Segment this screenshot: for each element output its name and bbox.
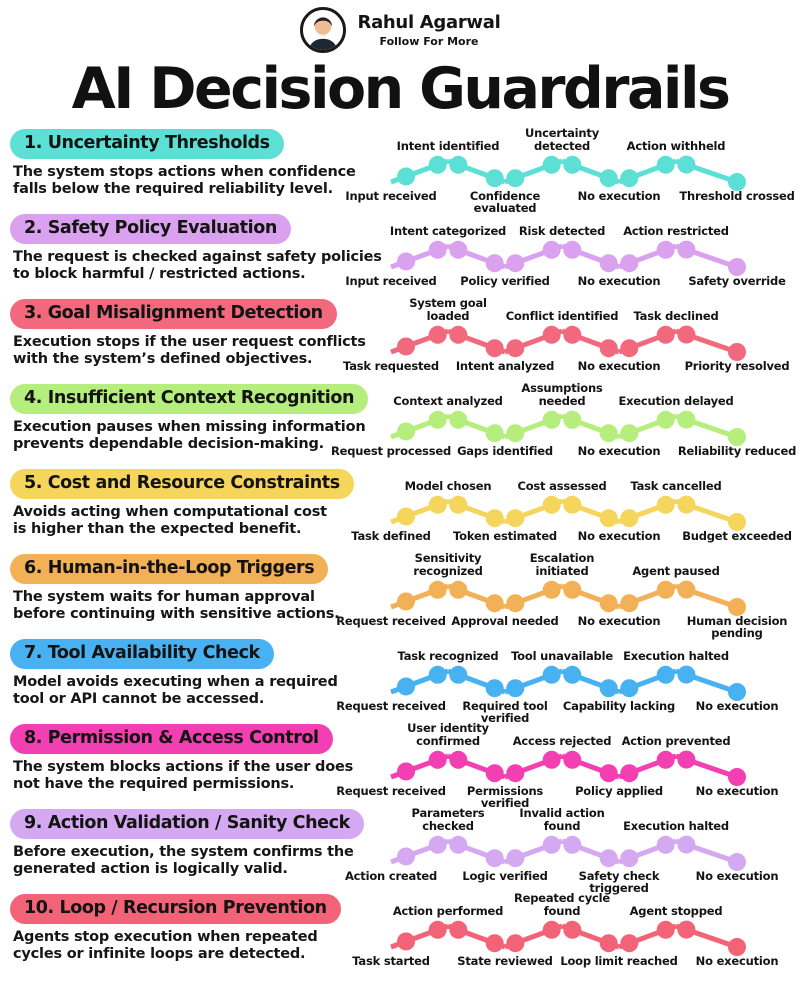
- flow-step-label: No execution: [695, 699, 779, 713]
- section-title-badge: 2. Safety Policy Evaluation: [10, 214, 291, 244]
- flow-diagram: [336, 721, 800, 811]
- flow-diagram: [345, 891, 800, 976]
- flow-step-label: No execution: [577, 274, 661, 288]
- flow-step-label: Loop limit reached: [560, 954, 678, 968]
- flow-step-label: Request received: [336, 784, 446, 798]
- flow-step-label: Parameters checked: [411, 806, 485, 833]
- avatar: [300, 7, 346, 53]
- flow-step-label: Request received: [336, 614, 446, 628]
- flow-step-label: Tool unavailable: [511, 648, 613, 663]
- flow-step-label: Priority resolved: [684, 359, 790, 373]
- section-title-badge: 7. Tool Availability Check: [10, 639, 274, 669]
- flow-step-label: Cost assessed: [517, 478, 607, 493]
- flow-step-label: Confidence evaluated: [469, 189, 541, 216]
- section-title-badge: 9. Action Validation / Sanity Check: [10, 809, 364, 839]
- flow-diagram: [345, 466, 800, 551]
- flow-step-label: Agent paused: [632, 563, 720, 578]
- flow-step-label: No execution: [577, 444, 661, 458]
- section-text-block: [10, 299, 392, 367]
- flow-step-label: No execution: [577, 359, 661, 373]
- flow-step-label: Task defined: [351, 529, 431, 543]
- flow-step-label: Agent stopped: [629, 903, 723, 918]
- guardrail-section: [0, 126, 800, 216]
- flow-diagram: [345, 211, 800, 296]
- flow-step-label: Intent identified: [396, 138, 500, 153]
- flow-diagram: [331, 381, 800, 466]
- flow-step-label: Intent analyzed: [455, 359, 555, 373]
- flow-diagram: [336, 551, 800, 641]
- description-line: The system stops actions when confidence: [13, 164, 356, 180]
- flow-step-label: Gaps identified: [457, 444, 553, 458]
- flow-step-label: Sensitivity recognized: [413, 551, 483, 578]
- flow-step-label: State reviewed: [457, 954, 553, 968]
- flow-step-label: Task declined: [633, 308, 719, 323]
- flow-step-label: Safety override: [688, 274, 786, 288]
- guardrail-section: [0, 636, 800, 726]
- flow-step-label: Request received: [336, 699, 446, 713]
- flow-step-label: Human decision pending: [686, 614, 788, 641]
- description-line: with the system’s defined objectives.: [13, 350, 313, 367]
- description-line: The system waits for human approval: [13, 589, 315, 605]
- guardrail-section: [0, 296, 800, 381]
- flow-step-label: Policy verified: [460, 274, 550, 288]
- section-text-block: [10, 639, 392, 707]
- guardrail-section: [0, 381, 800, 466]
- guardrail-section: [0, 891, 800, 976]
- section-title-badge: 4. Insufficient Context Recognition: [10, 384, 368, 414]
- description-line: The system blocks actions if the user does: [13, 759, 354, 775]
- section-text-block: [10, 554, 392, 622]
- flow-step-label: User identity confirmed: [407, 721, 489, 748]
- flow-step-label: Required tool verified: [462, 699, 548, 726]
- section-title-badge: 10. Loop / Recursion Prevention: [10, 894, 341, 924]
- description-line: Agents stop execution when repeated: [13, 929, 318, 945]
- section-title-badge: 3. Goal Misalignment Detection: [10, 299, 337, 329]
- flow-step-label: Conflict identified: [505, 308, 619, 323]
- flow-step-label: Context analyzed: [393, 393, 503, 408]
- section-text-block: [10, 809, 392, 877]
- flow-step-label: Uncertainty detected: [525, 126, 599, 153]
- description-line: prevents dependable decision-making.: [13, 435, 324, 452]
- flow-step-label: Action restricted: [623, 223, 729, 238]
- description-line: falls below the required reliability level.: [13, 180, 333, 197]
- profile-text: [358, 12, 501, 48]
- flow-step-label: Action created: [344, 869, 438, 883]
- description-line: tool or API cannot be accessed.: [13, 690, 265, 707]
- flow-step-label: Task cancelled: [630, 478, 722, 493]
- description-line: cycles or infinite loops are detected.: [13, 945, 306, 962]
- section-text-block: [10, 129, 392, 197]
- flow-step-label: Task recognized: [397, 648, 499, 663]
- guardrail-section: [0, 466, 800, 551]
- flow-step-label: No execution: [577, 529, 661, 543]
- description-line: Model avoids executing when a required: [13, 674, 338, 690]
- flow-step-label: Action performed: [392, 903, 504, 918]
- flow-step-label: No execution: [695, 784, 779, 798]
- flow-step-label: Logic verified: [462, 869, 548, 883]
- description-line: to block harmful / restricted actions.: [13, 265, 306, 282]
- flow-step-label: No execution: [695, 954, 779, 968]
- flow-step-label: No execution: [577, 189, 661, 203]
- flow-step-label: Reliability reduced: [677, 444, 797, 458]
- flow-step-label: Model chosen: [404, 478, 492, 493]
- section-text-block: [10, 894, 392, 962]
- section-text-block: [10, 469, 392, 537]
- description-line: Execution stops if the user request conflicts: [13, 334, 366, 350]
- flow-step-label: Task requested: [343, 359, 439, 373]
- flow-step-label: No execution: [695, 869, 779, 883]
- flow-diagram: [336, 636, 800, 726]
- profile-subtitle: Follow For More: [379, 35, 479, 48]
- section-text-block: [10, 724, 392, 792]
- flow-step-label: Repeated cycle found: [513, 891, 611, 918]
- flow-step-label: Threshold crossed: [679, 189, 795, 203]
- flow-step-label: Escalation initiated: [529, 551, 595, 578]
- description-line: is higher than the expected benefit.: [13, 520, 302, 537]
- description-line: not have the required permissions.: [13, 775, 295, 792]
- page-title: AI Decision Guardrails: [71, 56, 729, 122]
- flow-step-label: Budget exceeded: [682, 529, 792, 543]
- description-line: The request is checked against safety policies: [13, 249, 382, 265]
- guardrail-section: [0, 211, 800, 296]
- flow-diagram: [345, 296, 800, 381]
- flow-step-label: Intent categorized: [389, 223, 507, 238]
- description-line: Execution pauses when missing information: [13, 419, 366, 435]
- flow-diagram: [345, 126, 800, 216]
- flow-diagram: [344, 806, 800, 896]
- description-line: Before execution, the system confirms the: [13, 844, 354, 860]
- flow-step-label: Input received: [345, 274, 437, 288]
- flow-step-label: Assumptions needed: [521, 381, 603, 408]
- flow-step-label: Action withheld: [626, 138, 726, 153]
- guardrail-section: [0, 721, 800, 811]
- flow-step-label: Task started: [352, 954, 430, 968]
- flow-step-label: Risk detected: [518, 223, 606, 238]
- flow-step-label: Safety check triggered: [578, 869, 660, 896]
- flow-step-label: System goal loaded: [409, 296, 487, 323]
- description-line: Avoids acting when computational cost: [13, 504, 327, 520]
- profile-name: Rahul Agarwal: [357, 12, 501, 33]
- description-line: generated action is logically valid.: [13, 860, 288, 877]
- section-title-badge: 5. Cost and Resource Constraints: [10, 469, 354, 499]
- guardrail-section: [0, 806, 800, 896]
- flow-step-label: Token estimated: [453, 529, 557, 543]
- guardrails-list: [0, 126, 800, 976]
- section-title-badge: 8. Permission & Access Control: [10, 724, 333, 754]
- flow-step-label: Request processed: [331, 444, 451, 458]
- profile-header: [0, 0, 800, 54]
- guardrail-section: [0, 551, 800, 641]
- flow-step-label: Invalid action found: [519, 806, 605, 833]
- flow-step-label: Capability lacking: [562, 699, 676, 713]
- section-title-badge: 1. Uncertainty Thresholds: [10, 129, 284, 159]
- flow-step-label: No execution: [577, 614, 661, 628]
- flow-step-label: Action prevented: [621, 733, 731, 748]
- flow-step-label: Input received: [345, 189, 437, 203]
- person-avatar-icon: [303, 10, 343, 50]
- flow-step-label: Approval needed: [451, 614, 559, 628]
- flow-step-label: Policy applied: [575, 784, 663, 798]
- flow-step-label: Execution delayed: [618, 393, 734, 408]
- flow-step-label: Execution halted: [623, 648, 729, 663]
- flow-step-label: Execution halted: [623, 818, 729, 833]
- section-text-block: [10, 384, 392, 452]
- section-title-badge: 6. Human-in-the-Loop Triggers: [10, 554, 328, 584]
- flow-step-label: Permissions verified: [466, 784, 544, 811]
- description-line: before continuing with sensitive actions.: [13, 605, 340, 622]
- section-text-block: [10, 214, 392, 282]
- flow-step-label: Access rejected: [512, 733, 612, 748]
